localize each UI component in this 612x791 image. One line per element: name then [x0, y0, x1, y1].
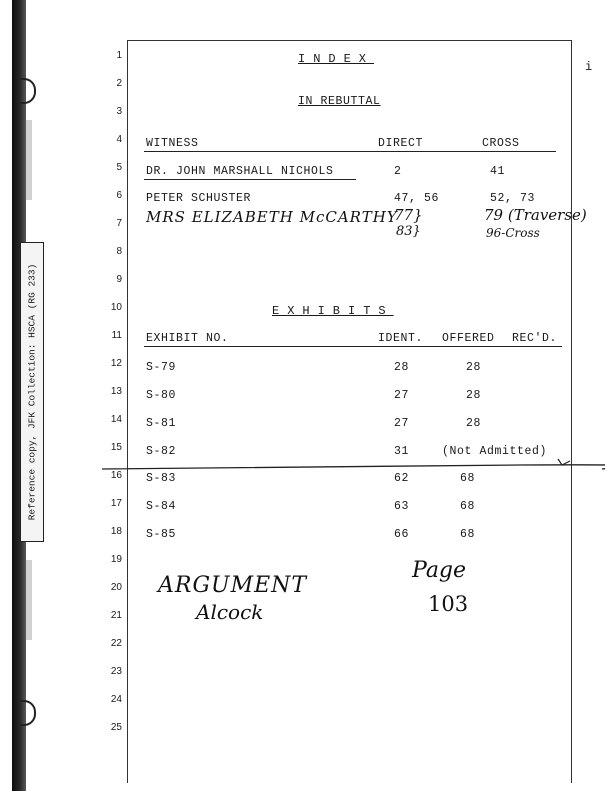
direct-col-header: DIRECT — [378, 137, 424, 150]
exhibit-offered: 28 — [466, 361, 482, 374]
header-underline — [144, 151, 556, 152]
line-number: 18 — [110, 526, 122, 537]
line-number: 21 — [110, 610, 122, 621]
witness-cross: 41 — [490, 165, 506, 178]
handwritten-argument: ARGUMENT — [158, 573, 308, 598]
exhibit-no: S-81 — [146, 417, 177, 430]
line-number: 3 — [116, 106, 122, 117]
line-number: 23 — [110, 666, 122, 677]
line-number: 20 — [110, 582, 122, 593]
witness-direct: 2 — [394, 165, 402, 178]
exhibit-ident: 27 — [394, 417, 410, 430]
line-number: 11 — [111, 330, 122, 341]
exhibit-no: S-85 — [146, 528, 177, 541]
exhibit-no: S-82 — [146, 445, 177, 458]
line-number: 13 — [110, 386, 122, 397]
exhibit-header-underline — [144, 346, 562, 347]
handwritten-cross: 79 (Traverse) — [484, 206, 587, 224]
line-number: 22 — [110, 638, 122, 649]
witness-direct: 47, 56 — [394, 192, 440, 205]
punch-hole — [20, 700, 36, 726]
handwritten-witness-name: MRS ELIZABETH McCARTHY — [146, 208, 398, 226]
rebuttal-subtitle: IN REBUTTAL — [298, 95, 381, 108]
witness-col-header: WITNESS — [146, 137, 199, 150]
line-number: 7 — [116, 218, 122, 229]
exhibit-offered: (Not Admitted) — [442, 445, 548, 458]
scan-speck — [26, 120, 32, 200]
handwritten-page-label: Page — [412, 558, 467, 583]
archive-stamp-text: Reference copy, JFK Collection: HSCA (RG 233) — [26, 263, 38, 521]
line-number: 14 — [110, 414, 122, 425]
line-number: 25 — [110, 722, 122, 733]
exhibit-no: S-79 — [146, 361, 177, 374]
witness-cross: 52, 73 — [490, 192, 536, 205]
offered-header: OFFERED — [442, 332, 495, 345]
line-number: 6 — [116, 190, 122, 201]
exhibit-offered: 68 — [460, 500, 476, 513]
punch-hole — [20, 78, 36, 104]
line-number: 15 — [110, 442, 122, 453]
exhibit-ident: 62 — [394, 472, 410, 485]
witness-name: DR. JOHN MARSHALL NICHOLS — [146, 165, 334, 178]
exhibit-offered: 68 — [460, 528, 476, 541]
exhibit-offered: 68 — [460, 472, 476, 485]
line-number: 4 — [116, 134, 122, 145]
handwritten-cross-2: 96-Cross — [486, 226, 540, 240]
handwritten-direct-2: 83} — [396, 224, 421, 239]
cross-col-header: CROSS — [482, 137, 520, 150]
line-number: 2 — [116, 78, 122, 89]
line-number: 1 — [116, 50, 122, 61]
archive-stamp — [20, 242, 44, 542]
page-number: i — [585, 60, 593, 74]
exhibit-offered: 28 — [466, 389, 482, 402]
handwritten-direct: 77} — [394, 206, 423, 224]
row-underline — [144, 179, 356, 180]
scan-speck — [26, 560, 32, 640]
line-number: 5 — [116, 162, 122, 173]
line-number: 9 — [116, 274, 122, 285]
handdrawn-divider-line — [100, 455, 605, 485]
line-number: 16 — [110, 470, 122, 481]
exhibit-offered: 28 — [466, 417, 482, 430]
line-number: 8 — [116, 246, 122, 257]
exhibit-ident: 66 — [394, 528, 410, 541]
exhibit-ident: 63 — [394, 500, 410, 513]
exhibit-no: S-84 — [146, 500, 177, 513]
exhibit-ident: 27 — [394, 389, 410, 402]
index-title: INDEX — [298, 52, 375, 66]
exhibit-ident: 31 — [394, 445, 410, 458]
exhibit-no-header: EXHIBIT NO. — [146, 332, 229, 345]
exhibit-ident: 28 — [394, 361, 410, 374]
handwritten-page-value: 103 — [428, 592, 469, 616]
handwritten-name: Alcock — [196, 600, 264, 624]
witness-name: PETER SCHUSTER — [146, 192, 252, 205]
line-number: 24 — [110, 694, 122, 705]
ident-header: IDENT. — [378, 332, 424, 345]
line-number: 19 — [110, 554, 122, 565]
line-number: 17 — [110, 498, 122, 509]
line-number: 10 — [110, 302, 122, 313]
recd-header: REC'D. — [512, 332, 558, 345]
line-number: 12 — [110, 358, 122, 369]
exhibit-no: S-83 — [146, 472, 177, 485]
exhibits-title: EXHIBITS — [272, 304, 394, 318]
exhibit-no: S-80 — [146, 389, 177, 402]
